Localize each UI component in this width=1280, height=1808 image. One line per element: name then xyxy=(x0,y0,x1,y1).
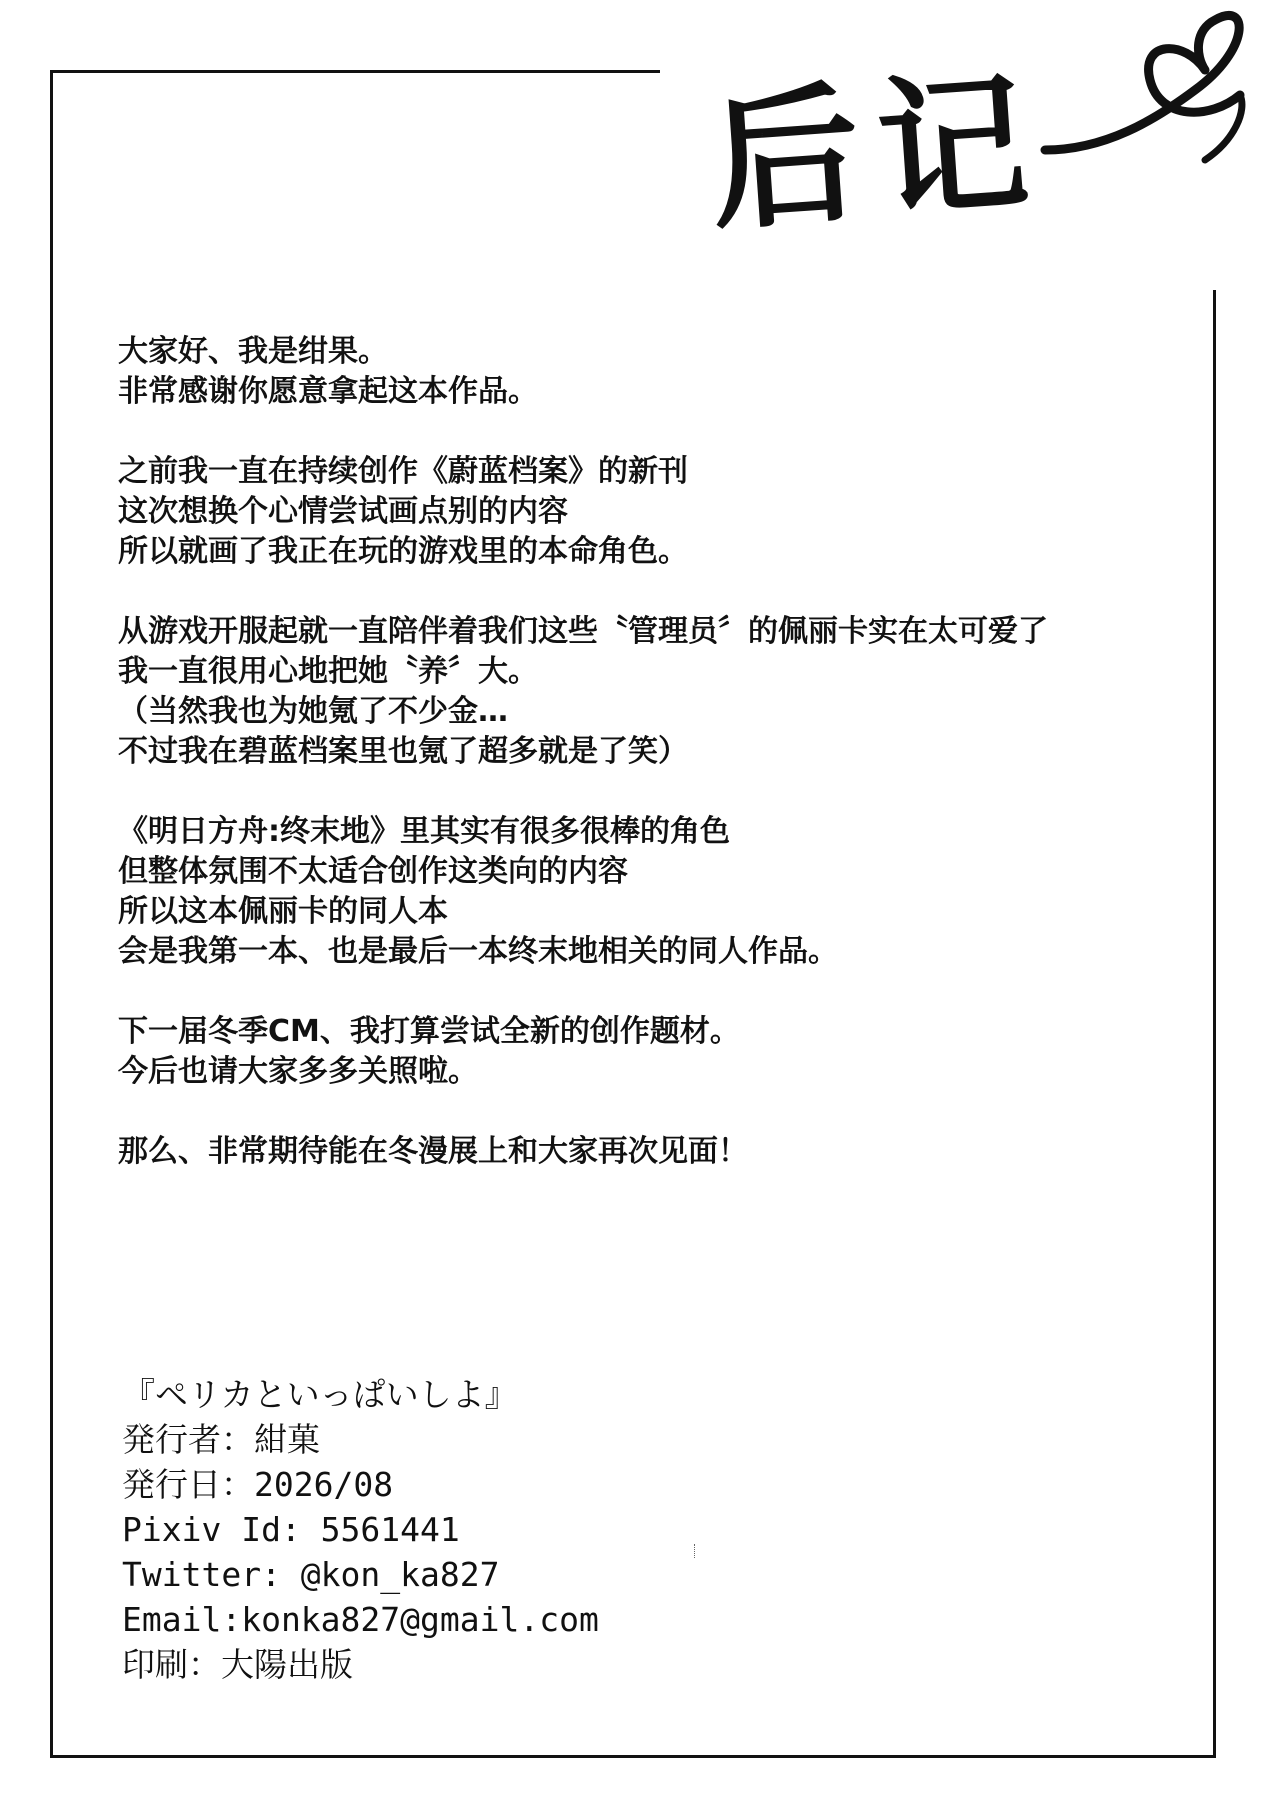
twitter-handle: Twitter: @kon_ka827 xyxy=(122,1555,500,1594)
page-title: 后记 xyxy=(704,54,1052,252)
text-line: 这次想换个心情尝试画点别的内容 xyxy=(118,494,568,529)
heart-icon xyxy=(1035,0,1255,200)
pixiv-id: Pixiv Id: 5561441 xyxy=(122,1510,460,1549)
paragraph-previous-work xyxy=(118,452,1178,572)
book-title: 『ペリカといっぱいしよ』 xyxy=(122,1375,518,1414)
text-line: 今后也请大家多多关照啦。 xyxy=(118,1054,478,1089)
text-line: 但整体氛围不太适合创作这类向的内容 xyxy=(118,854,628,889)
paragraph-next-event xyxy=(118,1012,1178,1092)
paragraph-character xyxy=(118,612,1178,772)
text-line: 所以这本佩丽卡的同人本 xyxy=(118,894,448,929)
text-line: 我一直很用心地把她〝养〞大。 xyxy=(118,654,538,689)
paragraph-game xyxy=(118,812,1178,972)
printer: 印刷：大陽出版 xyxy=(122,1645,353,1684)
email-address: Email:konka827@gmail.com xyxy=(122,1600,599,1639)
afterword-body xyxy=(118,332,1178,1212)
text-line: 会是我第一本、也是最后一本终末地相关的同人作品。 xyxy=(118,934,838,969)
scan-speck xyxy=(694,1544,699,1558)
text-line: 大家好、我是绀果。 xyxy=(118,334,388,369)
publish-date: 発行日：2026/08 xyxy=(122,1465,394,1504)
text-line: 之前我一直在持续创作《蔚蓝档案》的新刊 xyxy=(118,454,688,489)
text-line: 从游戏开服起就一直陪伴着我们这些〝管理员〞的佩丽卡实在太可爱了 xyxy=(118,614,1048,649)
text-line: 所以就画了我正在玩的游戏里的本命角色。 xyxy=(118,534,688,569)
text-line: 《明日方舟:终末地》里其实有很多很棒的角色 xyxy=(118,814,730,849)
title-area xyxy=(705,0,1245,270)
text-line: 非常感谢你愿意拿起这本作品。 xyxy=(118,374,538,409)
colophon xyxy=(122,1372,599,1687)
publisher: 発行者：紺菓 xyxy=(122,1420,320,1459)
text-line: 不过我在碧蓝档案里也氪了超多就是了笑） xyxy=(118,734,688,769)
paragraph-greeting xyxy=(118,332,1178,412)
text-line: 那么、非常期待能在冬漫展上和大家再次见面！ xyxy=(118,1134,748,1169)
text-line: 下一届冬季CM、我打算尝试全新的创作题材。 xyxy=(118,1014,740,1049)
text-line: （当然我也为她氪了不少金… xyxy=(118,694,508,729)
paragraph-closing xyxy=(118,1132,1178,1172)
